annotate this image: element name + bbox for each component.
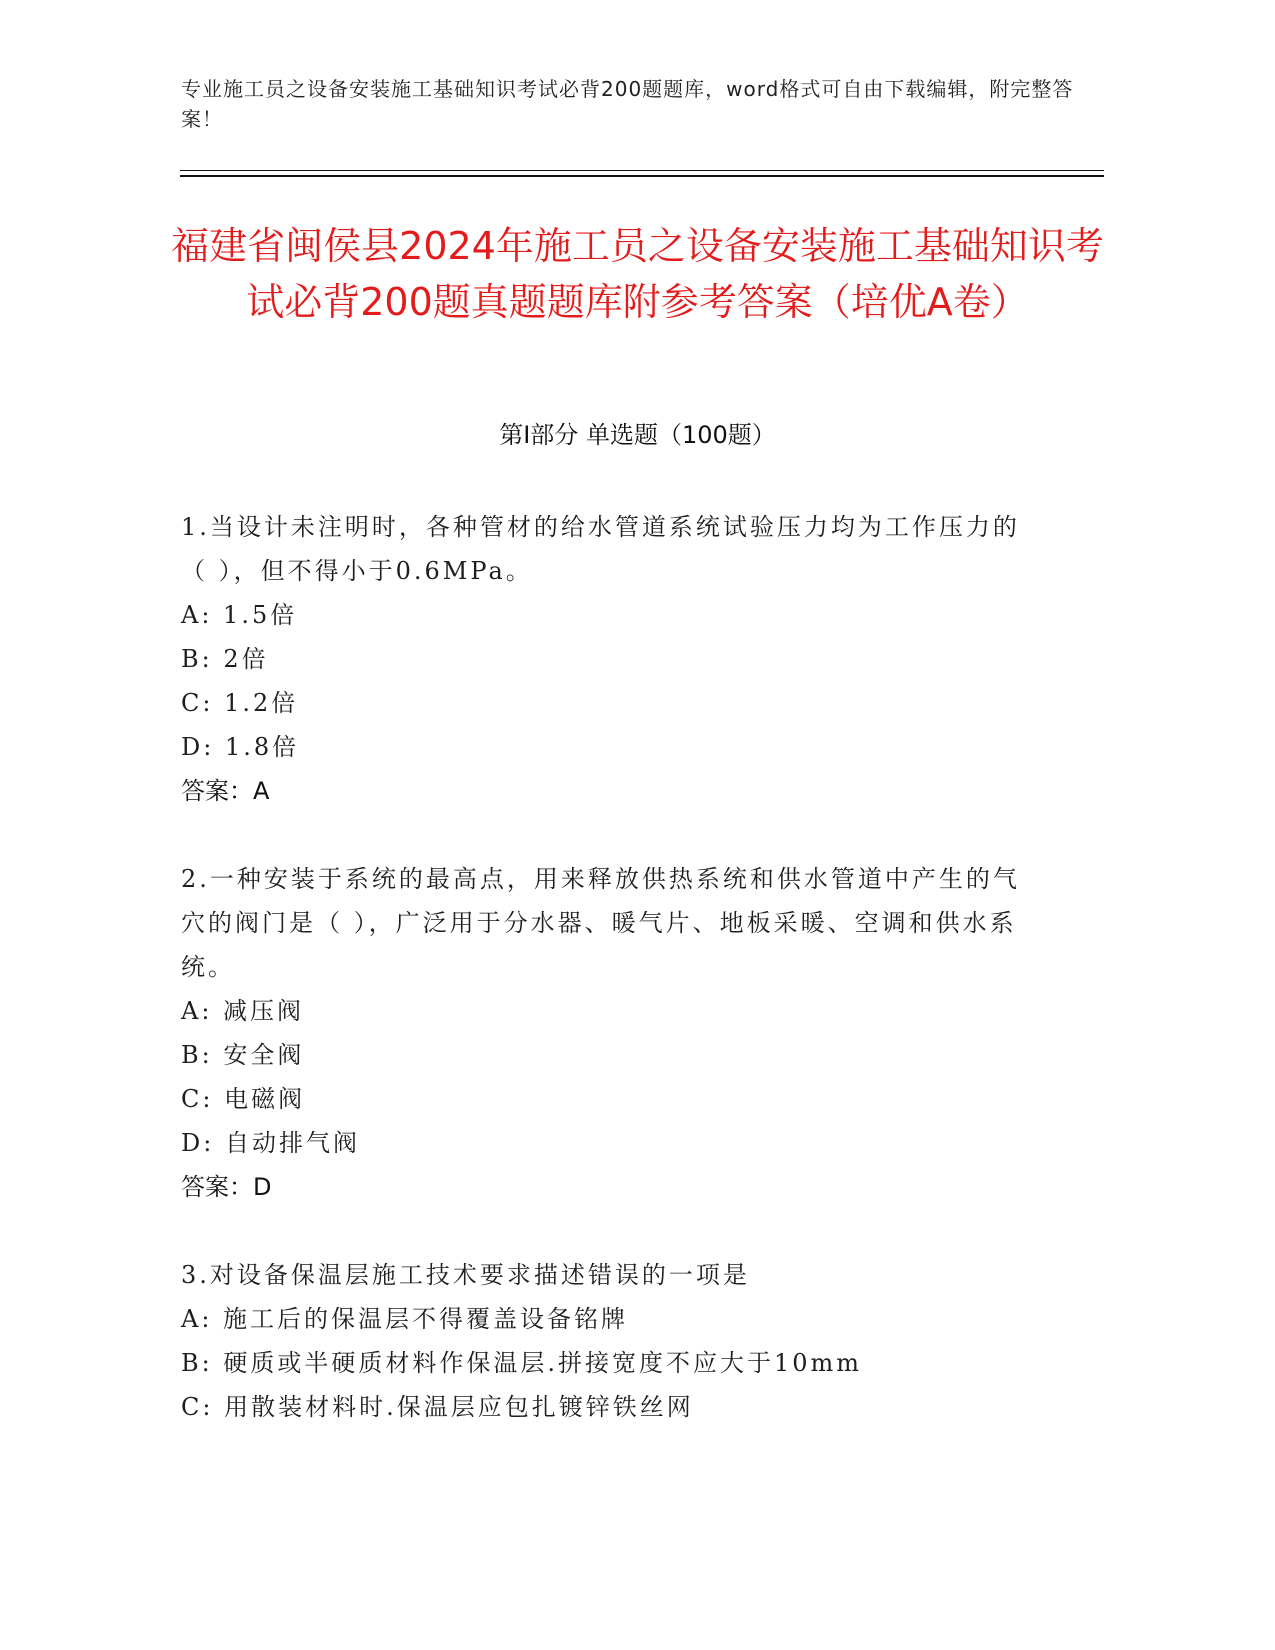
option-d: D: 自动排气阀 (181, 1129, 360, 1157)
option-c: C: 1.2倍 (181, 689, 299, 717)
header-divider-thick (180, 175, 1104, 177)
option-b: B: 硬质或半硬质材料作保温层.拼接宽度不应大于10mm (181, 1349, 863, 1377)
question-1 (181, 505, 1041, 813)
question-3 (181, 1253, 1041, 1429)
option-c: C: 用散装材料时.保温层应包扎镀锌铁丝网 (181, 1393, 694, 1421)
option-c: C: 电磁阀 (181, 1085, 306, 1113)
option-b: B: 2倍 (181, 645, 269, 673)
question-stem: 3.对设备保温层施工技术要求描述错误的一项是 (181, 1261, 750, 1289)
question-stem: 2.一种安装于系统的最高点，用来释放供热系统和供水管道中产生的气穴的阀门是（ ），广泛用于分水器、暖气片、地板采暖、空调和供水系统。 (181, 865, 1020, 981)
question-stem: 1.当设计未注明时，各种管材的给水管道系统试验压力均为工作压力的（ ），但不得小于0.6MPa。 (181, 513, 1020, 585)
option-a: A: 1.5倍 (181, 601, 298, 629)
section-heading: 第Ⅰ部分 单选题（100题） (499, 421, 776, 449)
answer: 答案：D (181, 1173, 272, 1201)
question-list (181, 505, 1041, 1473)
option-d: D: 1.8倍 (181, 733, 300, 761)
option-a: A: 减压阀 (181, 997, 305, 1025)
answer: 答案：A (181, 777, 270, 805)
question-2 (181, 857, 1041, 1209)
header-note: 专业施工员之设备安装施工基础知识考试必背200题题库，word格式可自由下载编辑，附完整答案！ (181, 77, 1074, 131)
document-title: 福建省闽侯县2024年施工员之设备安装施工基础知识考试必背200题真题题库附参考答案（培优A卷） (171, 224, 1104, 324)
option-b: B: 安全阀 (181, 1041, 305, 1069)
option-a: A: 施工后的保温层不得覆盖设备铭牌 (181, 1305, 629, 1333)
header-divider-thin (180, 170, 1104, 171)
